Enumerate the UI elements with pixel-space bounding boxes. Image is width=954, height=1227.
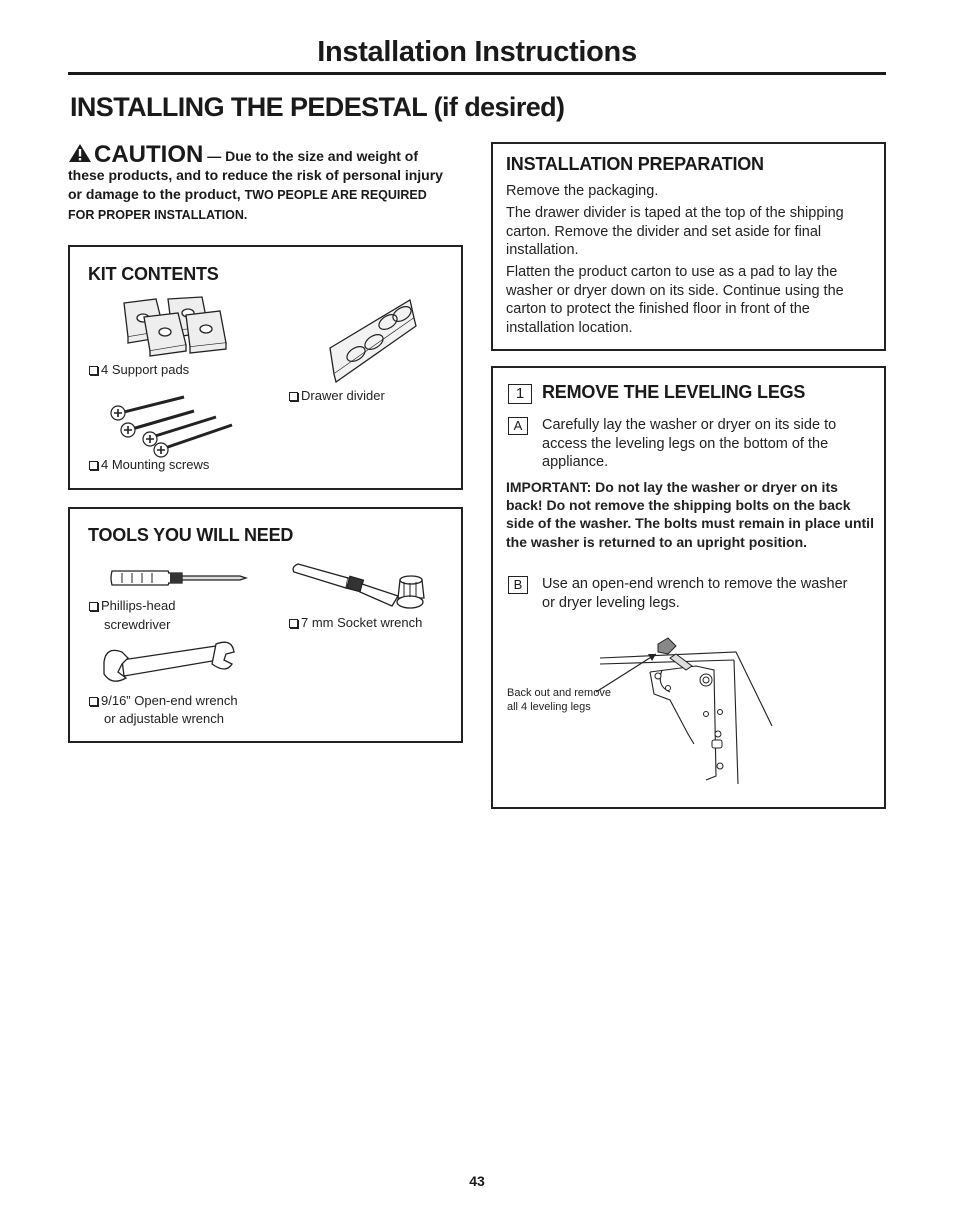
- prep-paragraph-1: Remove the packaging.: [506, 183, 659, 199]
- caution-text: — Due to the size and weight of these products, and to reduce the risk of personal injury or damage to the product,: [68, 148, 443, 202]
- prep-paragraph-3: Flatten the product carton to use as a pad to lay the washer or dryer down on its side. Continue using the carton to protect the finished floor in front of the installation location.: [506, 264, 844, 336]
- step-number-badge: 1: [508, 384, 532, 404]
- section-title: INSTALLING THE PEDESTAL (if desired): [70, 92, 565, 122]
- warning-triangle-icon: [68, 143, 92, 163]
- header-title: Installation Instructions: [317, 36, 637, 68]
- leveling-leg-callout: Back out and remove all 4 leveling legs: [507, 687, 611, 713]
- phillips-screwdriver-illustration: [108, 565, 248, 591]
- kit-contents-title: KIT CONTENTS: [88, 264, 219, 284]
- drawer-divider-label: Drawer divider: [289, 387, 385, 405]
- checkbox-icon: [289, 619, 298, 628]
- support-pads-illustration: [116, 295, 246, 357]
- mounting-screws-label: 4 Mounting screws: [89, 456, 209, 474]
- checkbox-icon: [89, 697, 98, 706]
- caution-text-caps: TWO PEOPLE ARE REQUIRED FOR PROPER INSTALLATION.: [68, 188, 427, 222]
- checkbox-icon: [89, 602, 98, 611]
- open-end-wrench-illustration: [100, 640, 236, 688]
- checkbox-icon: [289, 392, 298, 401]
- checkbox-icon: [89, 366, 98, 375]
- open-end-wrench-label: 9/16” Open-end wrench or adjustable wrench: [89, 692, 238, 728]
- socket-wrench-label: 7 mm Socket wrench: [289, 614, 422, 632]
- important-note: IMPORTANT: Do not lay the washer or dryer on its back! Do not remove the shipping bolts on the back side of the washer. The bolts must remain in place until the washer is returned to an upright position.: [506, 479, 874, 550]
- mounting-screws-illustration: [106, 393, 236, 455]
- caution-block: [68, 143, 453, 225]
- caution-word: CAUTION: [94, 141, 204, 168]
- page-number: 43: [469, 1173, 485, 1189]
- screwdriver-label: Phillips-head screwdriver: [89, 596, 175, 634]
- tools-title: TOOLS YOU WILL NEED: [88, 525, 294, 545]
- prep-paragraph-2: The drawer divider is taped at the top of the shipping carton. Remove the divider and set aside for final installation.: [506, 205, 844, 258]
- step1-title: REMOVE THE LEVELING LEGS: [542, 382, 806, 402]
- drawer-divider-illustration: [326, 296, 418, 386]
- substep-a-badge: A: [508, 417, 528, 435]
- header-rule: [68, 72, 886, 75]
- substep-b-text: Use an open-end wrench to remove the washer or dryer leveling legs.: [542, 576, 848, 611]
- substep-b-badge: B: [508, 576, 528, 594]
- leveling-leg-illustration: [596, 630, 776, 786]
- installation-prep-title: INSTALLATION PREPARATION: [506, 154, 764, 174]
- substep-a-text: Carefully lay the washer or dryer on its side to access the leveling legs on the bottom of the appliance.: [542, 417, 837, 470]
- checkbox-icon: [89, 461, 98, 470]
- support-pads-label: 4 Support pads: [89, 361, 189, 379]
- socket-wrench-illustration: [290, 558, 430, 612]
